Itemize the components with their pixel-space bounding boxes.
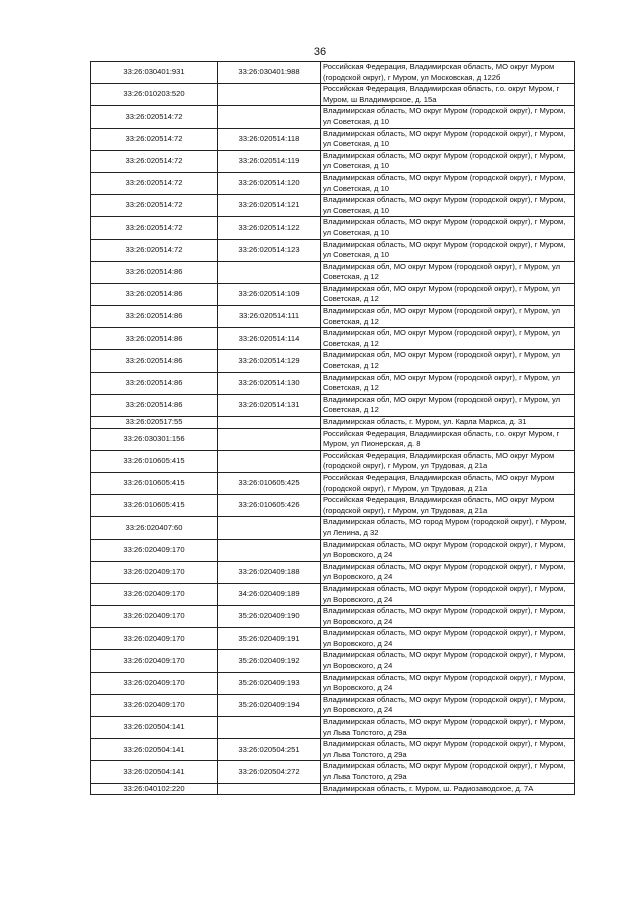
address-cell: Владимирская область, МО округ Муром (городской округ), г Муром, ул Воровского, д 24 [321, 628, 575, 650]
parcel-number-cell: 33:26:020514:86 [91, 394, 218, 416]
table-row [91, 450, 575, 472]
address-cell: Владимирская область, МО округ Муром (городской округ), г Муром, ул Воровского, д 24 [321, 672, 575, 694]
address-cell: Владимирская область, МО округ Муром (городской округ), г Муром, ул Советская, д 10 [321, 128, 575, 150]
address-cell: Российская Федерация, Владимирская область, МО округ Муром (городской округ), г Муром, ул Трудовая, д 21а [321, 450, 575, 472]
table-row [91, 606, 575, 628]
address-cell: Владимирская область, МО округ Муром (городской округ), г Муром, ул Воровского, д 24 [321, 694, 575, 716]
parcel-number-cell: 33:26:020504:141 [91, 761, 218, 783]
object-number-cell [218, 417, 321, 429]
address-cell: Владимирская область, МО округ Муром (городской округ), г Муром, ул Советская, д 10 [321, 106, 575, 128]
table-row [91, 239, 575, 261]
object-number-cell: 35:26:020409:193 [218, 672, 321, 694]
address-cell: Владимирская область, МО округ Муром (городской округ), г Муром, ул Советская, д 10 [321, 172, 575, 194]
object-number-cell [218, 717, 321, 739]
object-number-cell [218, 261, 321, 283]
object-number-cell: 35:26:020409:190 [218, 606, 321, 628]
table-row [91, 739, 575, 761]
table-row [91, 350, 575, 372]
object-number-cell: 33:26:020514:120 [218, 172, 321, 194]
object-number-cell [218, 783, 321, 795]
parcel-number-cell: 33:26:020409:170 [91, 650, 218, 672]
table-row [91, 539, 575, 561]
object-number-cell: 33:26:020514:131 [218, 394, 321, 416]
table-row [91, 150, 575, 172]
address-cell: Владимирская область, МО округ Муром (городской округ), г Муром, ул Воровского, д 24 [321, 606, 575, 628]
address-cell: Владимирская область, МО город Муром (городской округ), г Муром, ул Ленина, д 32 [321, 517, 575, 539]
parcel-number-cell: 33:26:020514:86 [91, 350, 218, 372]
object-number-cell: 33:26:020514:122 [218, 217, 321, 239]
address-cell: Владимирская обл, МО округ Муром (городской округ), г Муром, ул Советская, д 12 [321, 306, 575, 328]
address-cell: Владимирская область, МО округ Муром (городской округ), г Муром, ул Льва Толстого, д 29а [321, 717, 575, 739]
table-row [91, 583, 575, 605]
parcel-number-cell: 33:26:020514:86 [91, 372, 218, 394]
parcel-number-cell: 33:26:020514:72 [91, 239, 218, 261]
table-row [91, 495, 575, 517]
table-row [91, 84, 575, 106]
table-row [91, 561, 575, 583]
table-row [91, 306, 575, 328]
table-row [91, 783, 575, 795]
table-row [91, 328, 575, 350]
parcel-number-cell: 33:26:020517:55 [91, 417, 218, 429]
table-row [91, 217, 575, 239]
address-cell: Владимирская обл, МО округ Муром (городской округ), г Муром, ул Советская, д 12 [321, 350, 575, 372]
table-row [91, 717, 575, 739]
parcel-number-cell: 33:26:020514:72 [91, 195, 218, 217]
table-row [91, 428, 575, 450]
address-cell: Владимирская область, г. Муром, ш. Радиозаводское, д. 7А [321, 783, 575, 795]
parcel-number-cell: 33:26:020409:170 [91, 628, 218, 650]
address-cell: Владимирская обл, МО округ Муром (городской округ), г Муром, ул Советская, д 12 [321, 283, 575, 305]
parcel-number-cell: 33:26:020514:86 [91, 283, 218, 305]
object-number-cell: 33:26:020514:123 [218, 239, 321, 261]
parcel-number-cell: 33:26:010605:415 [91, 450, 218, 472]
address-cell: Владимирская область, МО округ Муром (городской округ), г Муром, ул Советская, д 10 [321, 150, 575, 172]
parcel-number-cell: 33:26:010605:415 [91, 495, 218, 517]
object-number-cell [218, 428, 321, 450]
address-cell: Владимирская обл, МО округ Муром (городской округ), г Муром, ул Советская, д 12 [321, 261, 575, 283]
object-number-cell: 33:26:020514:130 [218, 372, 321, 394]
table-row [91, 472, 575, 494]
address-cell: Владимирская область, МО округ Муром (городской округ), г Муром, ул Советская, д 10 [321, 217, 575, 239]
parcel-number-cell: 33:26:020409:170 [91, 539, 218, 561]
parcel-number-cell: 33:26:020409:170 [91, 694, 218, 716]
object-number-cell: 35:26:020409:194 [218, 694, 321, 716]
object-number-cell: 34:26:020409:189 [218, 583, 321, 605]
table-row [91, 128, 575, 150]
table-row [91, 372, 575, 394]
parcel-number-cell: 33:26:020514:72 [91, 106, 218, 128]
table-row [91, 417, 575, 429]
address-cell: Российская Федерация, Владимирская область, МО округ Муром (городской округ), г Муром, ул Московская, д 122б [321, 62, 575, 84]
table-row [91, 672, 575, 694]
object-number-cell: 33:26:020514:114 [218, 328, 321, 350]
address-cell: Российская Федерация, Владимирская область, МО округ Муром (городской округ), г Муром, ул Трудовая, д 21а [321, 472, 575, 494]
table-row [91, 172, 575, 194]
table-row [91, 261, 575, 283]
object-number-cell: 33:26:010605:425 [218, 472, 321, 494]
parcel-number-cell: 33:26:020514:86 [91, 261, 218, 283]
parcel-number-cell: 33:26:020409:170 [91, 606, 218, 628]
parcel-number-cell: 33:26:020504:141 [91, 717, 218, 739]
address-cell: Владимирская область, МО округ Муром (городской округ), г Муром, ул Воровского, д 24 [321, 561, 575, 583]
address-cell: Владимирская область, МО округ Муром (городской округ), г Муром, ул Льва Толстого, д 29а [321, 739, 575, 761]
table-body [91, 62, 575, 795]
parcel-number-cell: 33:26:030301:156 [91, 428, 218, 450]
object-number-cell: 33:26:020409:188 [218, 561, 321, 583]
table-row [91, 517, 575, 539]
address-cell: Владимирская обл, МО округ Муром (городской округ), г Муром, ул Советская, д 12 [321, 372, 575, 394]
table-row [91, 628, 575, 650]
table-row [91, 283, 575, 305]
parcel-number-cell: 33:26:020514:86 [91, 328, 218, 350]
parcel-number-cell: 33:26:020504:141 [91, 739, 218, 761]
object-number-cell: 35:26:020409:191 [218, 628, 321, 650]
address-cell: Владимирская обл, МО округ Муром (городской округ), г Муром, ул Советская, д 12 [321, 328, 575, 350]
object-number-cell: 33:26:030401:988 [218, 62, 321, 84]
object-number-cell [218, 84, 321, 106]
parcel-number-cell: 33:26:020514:72 [91, 150, 218, 172]
address-cell: Владимирская область, МО округ Муром (городской округ), г Муром, ул Воровского, д 24 [321, 583, 575, 605]
address-cell: Владимирская область, г. Муром, ул. Карла Маркса, д. 31 [321, 417, 575, 429]
object-number-cell: 33:26:020504:251 [218, 739, 321, 761]
parcel-number-cell: 33:26:020514:72 [91, 172, 218, 194]
table-row [91, 694, 575, 716]
object-number-cell: 35:26:020409:192 [218, 650, 321, 672]
cadastral-table [90, 61, 575, 795]
address-cell: Российская Федерация, Владимирская область, г.о. округ Муром, г Муром, ул Пионерская, д. 8 [321, 428, 575, 450]
object-number-cell: 33:26:020504:272 [218, 761, 321, 783]
table-row [91, 650, 575, 672]
table-row [91, 106, 575, 128]
table-row [91, 195, 575, 217]
address-cell: Владимирская область, МО округ Муром (городской округ), г Муром, ул Воровского, д 24 [321, 539, 575, 561]
object-number-cell: 33:26:010605:426 [218, 495, 321, 517]
object-number-cell: 33:26:020514:111 [218, 306, 321, 328]
address-cell: Владимирская область, МО округ Муром (городской округ), г Муром, ул Советская, д 10 [321, 195, 575, 217]
address-cell: Владимирская обл, МО округ Муром (городской округ), г Муром, ул Советская, д 12 [321, 394, 575, 416]
parcel-number-cell: 33:26:020407:60 [91, 517, 218, 539]
address-cell: Владимирская область, МО округ Муром (городской округ), г Муром, ул Советская, д 10 [321, 239, 575, 261]
parcel-number-cell: 33:26:040102:220 [91, 783, 218, 795]
object-number-cell: 33:26:020514:121 [218, 195, 321, 217]
object-number-cell: 33:26:020514:118 [218, 128, 321, 150]
parcel-number-cell: 33:26:020409:170 [91, 561, 218, 583]
object-number-cell [218, 539, 321, 561]
parcel-number-cell: 33:26:010605:415 [91, 472, 218, 494]
page-number: 36 [313, 46, 327, 58]
parcel-number-cell: 33:26:020514:72 [91, 128, 218, 150]
parcel-number-cell: 33:26:020514:72 [91, 217, 218, 239]
object-number-cell [218, 517, 321, 539]
address-cell: Российская Федерация, Владимирская область, МО округ Муром (городской округ), г Муром, ул Трудовая, д 21а [321, 495, 575, 517]
table-row [91, 394, 575, 416]
parcel-number-cell: 33:26:010203:520 [91, 84, 218, 106]
object-number-cell: 33:26:020514:119 [218, 150, 321, 172]
object-number-cell [218, 106, 321, 128]
table-row [91, 761, 575, 783]
parcel-number-cell: 33:26:030401:931 [91, 62, 218, 84]
parcel-number-cell: 33:26:020514:86 [91, 306, 218, 328]
object-number-cell: 33:26:020514:109 [218, 283, 321, 305]
parcel-number-cell: 33:26:020409:170 [91, 583, 218, 605]
parcel-number-cell: 33:26:020409:170 [91, 672, 218, 694]
object-number-cell: 33:26:020514:129 [218, 350, 321, 372]
address-cell: Российская Федерация, Владимирская область, г.о. округ Муром, г Муром, ш Владимирское, д. 15а [321, 84, 575, 106]
table-row [91, 62, 575, 84]
address-cell: Владимирская область, МО округ Муром (городской округ), г Муром, ул Льва Толстого, д 29а [321, 761, 575, 783]
address-cell: Владимирская область, МО округ Муром (городской округ), г Муром, ул Воровского, д 24 [321, 650, 575, 672]
object-number-cell [218, 450, 321, 472]
